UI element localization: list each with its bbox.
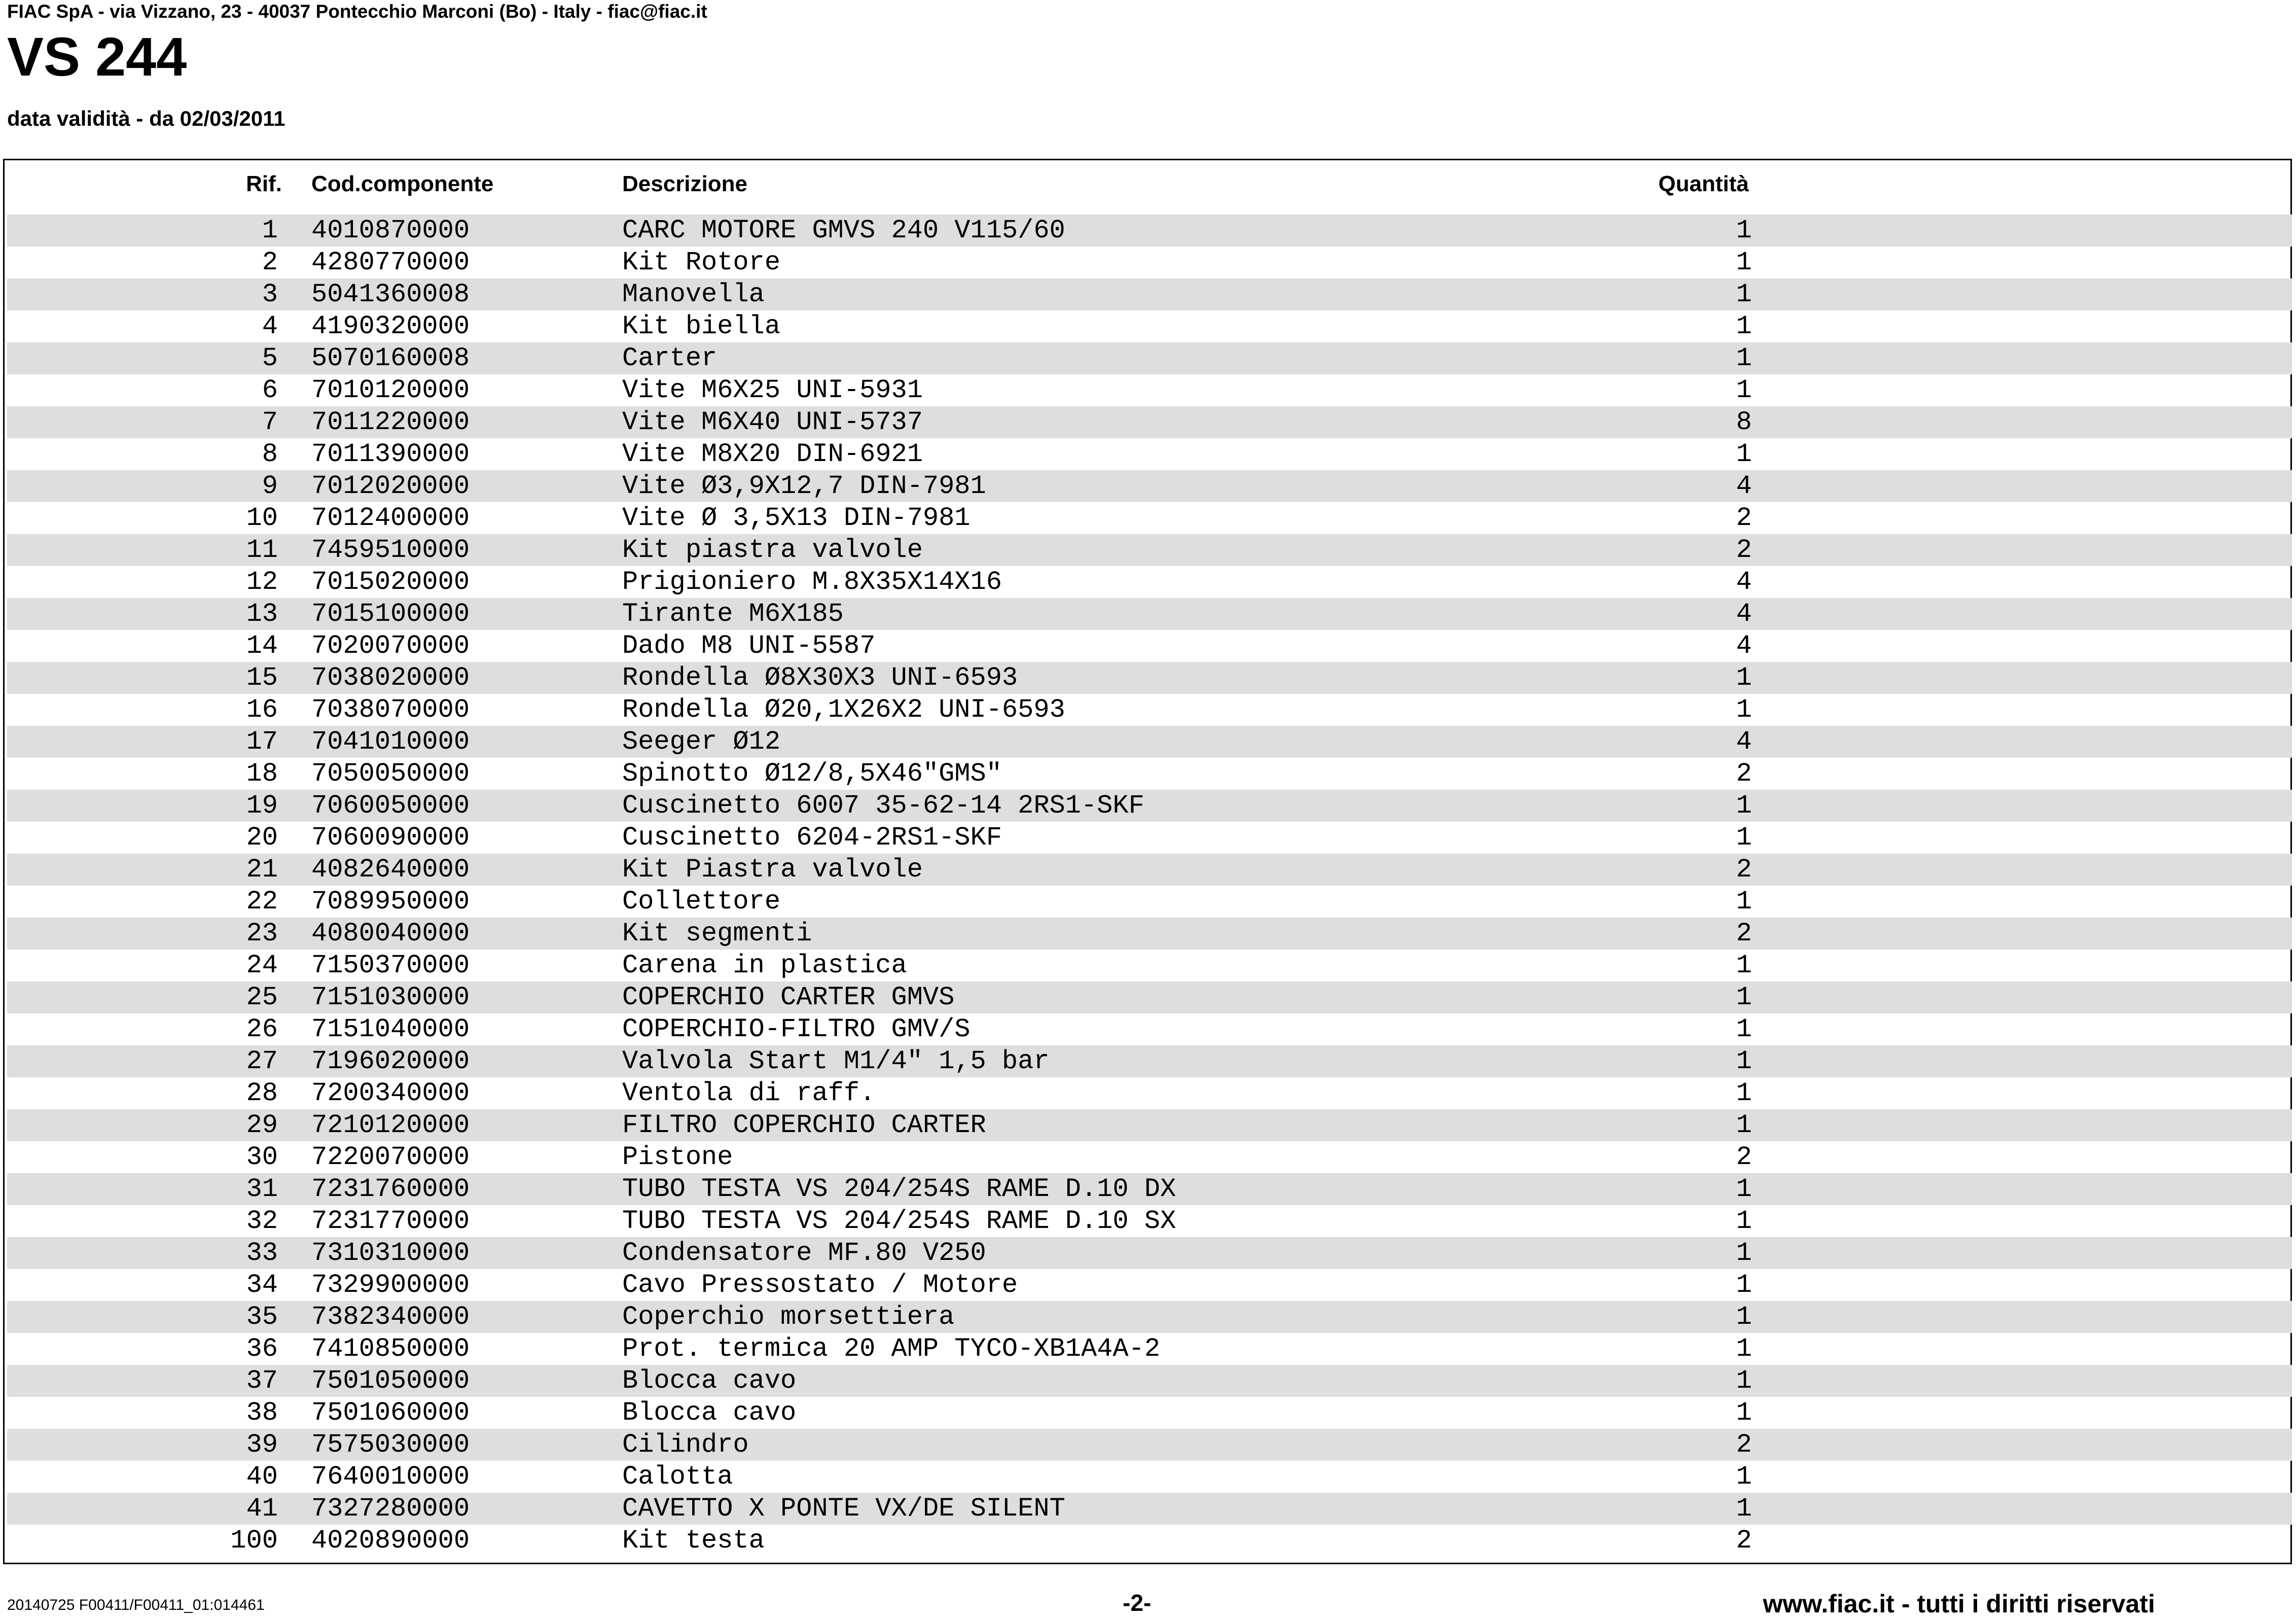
table-row [7, 1077, 2292, 1109]
row-rif: 39 [246, 1430, 278, 1460]
row-description: TUBO TESTA VS 204/254S RAME D.10 SX [622, 1206, 1176, 1236]
table-row [7, 502, 2292, 534]
row-rif: 26 [246, 1014, 278, 1044]
row-code: 4280770000 [311, 248, 470, 277]
table-row [7, 1365, 2292, 1397]
table-row [7, 374, 2292, 406]
table-row [7, 981, 2292, 1013]
row-rif: 22 [246, 887, 278, 917]
row-rif: 35 [246, 1302, 278, 1332]
row-code: 7151030000 [311, 982, 470, 1012]
table-row [7, 1013, 2292, 1045]
row-code: 7231760000 [311, 1174, 470, 1204]
row-description: Carena in plastica [622, 951, 907, 980]
row-rif: 28 [246, 1078, 278, 1108]
column-header-description: Descrizione [622, 171, 747, 196]
row-rif: 5 [262, 343, 278, 373]
row-rif: 34 [246, 1270, 278, 1300]
row-quantity: 1 [1736, 1398, 1752, 1428]
row-rif: 38 [246, 1398, 278, 1428]
table-row [7, 247, 2292, 278]
row-description: Cavo Pressostato / Motore [622, 1270, 1018, 1300]
row-description: COPERCHIO CARTER GMVS [622, 982, 955, 1012]
row-quantity: 1 [1736, 1046, 1752, 1076]
row-code: 7459510000 [311, 535, 470, 565]
table-row [7, 1237, 2292, 1269]
row-quantity: 4 [1736, 599, 1752, 629]
row-quantity: 2 [1736, 759, 1752, 789]
row-quantity: 1 [1736, 791, 1752, 821]
row-description: Rondella Ø20,1X26X2 UNI-6593 [622, 695, 1065, 725]
table-row [7, 534, 2292, 566]
row-description: Vite Ø3,9X12,7 DIN-7981 [622, 471, 986, 501]
row-quantity: 1 [1736, 951, 1752, 980]
row-quantity: 2 [1736, 1430, 1752, 1460]
row-rif: 3 [262, 279, 278, 309]
row-rif: 8 [262, 439, 278, 469]
row-rif: 31 [246, 1174, 278, 1204]
row-quantity: 1 [1736, 1174, 1752, 1204]
row-code: 7010120000 [311, 375, 470, 405]
row-code: 7329900000 [311, 1270, 470, 1300]
table-row [7, 278, 2292, 310]
row-rif: 4 [262, 311, 278, 341]
row-description: Prigioniero M.8X35X14X16 [622, 567, 1002, 597]
row-description: Prot. termica 20 AMP TYCO-XB1A4A-2 [622, 1334, 1160, 1364]
row-quantity: 4 [1736, 567, 1752, 597]
table-row [7, 726, 2292, 758]
row-quantity: 1 [1736, 343, 1752, 373]
row-quantity: 2 [1736, 535, 1752, 565]
table-row [7, 1045, 2292, 1077]
row-code: 7327280000 [311, 1494, 470, 1524]
row-code: 7575030000 [311, 1430, 470, 1460]
row-code: 7220070000 [311, 1142, 470, 1172]
row-code: 7501050000 [311, 1366, 470, 1396]
row-quantity: 1 [1736, 887, 1752, 917]
row-rif: 15 [246, 663, 278, 693]
row-description: Kit segmenti [622, 919, 812, 948]
row-code: 7640010000 [311, 1462, 470, 1492]
row-quantity: 1 [1736, 1302, 1752, 1332]
row-description: Calotta [622, 1462, 733, 1492]
row-quantity: 1 [1736, 695, 1752, 725]
row-quantity: 1 [1736, 663, 1752, 693]
row-code: 7015020000 [311, 567, 470, 597]
table-row [7, 854, 2292, 886]
table-row [7, 1173, 2292, 1205]
row-rif: 13 [246, 599, 278, 629]
row-description: Kit Rotore [622, 248, 781, 277]
row-description: Valvola Start M1/4" 1,5 bar [622, 1046, 1050, 1076]
row-quantity: 1 [1736, 1462, 1752, 1492]
row-rif: 40 [246, 1462, 278, 1492]
row-rif: 21 [246, 855, 278, 885]
row-code: 7011220000 [311, 407, 470, 437]
row-quantity: 1 [1736, 311, 1752, 341]
document-code: 20140725 F00411/F00411_01:014461 [7, 1597, 265, 1613]
row-description: Cilindro [622, 1430, 749, 1460]
row-rif: 37 [246, 1366, 278, 1396]
row-quantity: 8 [1736, 407, 1752, 437]
row-code: 5041360008 [311, 279, 470, 309]
row-rif: 19 [246, 791, 278, 821]
table-row [7, 438, 2292, 470]
row-code: 4080040000 [311, 919, 470, 948]
table-row [7, 886, 2292, 918]
row-quantity: 2 [1736, 1526, 1752, 1556]
row-description: Vite M6X40 UNI-5737 [622, 407, 923, 437]
row-quantity: 4 [1736, 727, 1752, 757]
row-quantity: 1 [1736, 982, 1752, 1012]
row-rif: 17 [246, 727, 278, 757]
row-description: Vite Ø 3,5X13 DIN-7981 [622, 503, 971, 533]
table-row [7, 1141, 2292, 1173]
parts-table-body [7, 215, 2292, 1557]
row-code: 7050050000 [311, 759, 470, 789]
table-row [7, 918, 2292, 949]
table-row [7, 1269, 2292, 1301]
row-description: Vite M8X20 DIN-6921 [622, 439, 923, 469]
row-quantity: 1 [1736, 375, 1752, 405]
row-description: FILTRO COPERCHIO CARTER [622, 1110, 986, 1140]
row-code: 7011390000 [311, 439, 470, 469]
row-code: 7015100000 [311, 599, 470, 629]
row-quantity: 1 [1736, 1366, 1752, 1396]
row-description: Tirante M6X185 [622, 599, 844, 629]
table-row [7, 310, 2292, 342]
row-rif: 11 [246, 535, 278, 565]
row-quantity: 1 [1736, 1206, 1752, 1236]
row-code: 7410850000 [311, 1334, 470, 1364]
row-rif: 23 [246, 919, 278, 948]
row-code: 4082640000 [311, 855, 470, 885]
row-description: Kit testa [622, 1526, 765, 1556]
row-rif: 16 [246, 695, 278, 725]
row-rif: 1 [262, 216, 278, 245]
row-rif: 33 [246, 1238, 278, 1268]
table-row [7, 566, 2292, 598]
row-quantity: 1 [1736, 216, 1752, 245]
page-title: VS 244 [7, 26, 187, 87]
row-description: Blocca cavo [622, 1398, 797, 1428]
table-row [7, 1493, 2292, 1525]
row-code: 7200340000 [311, 1078, 470, 1108]
row-description: Dado M8 UNI-5587 [622, 631, 876, 661]
row-code: 4010870000 [311, 216, 470, 245]
column-header-rif: Rif. [246, 171, 282, 196]
row-quantity: 1 [1736, 1270, 1752, 1300]
row-rif: 27 [246, 1046, 278, 1076]
company-address-line: FIAC SpA - via Vizzano, 23 - 40037 Pontecchio Marconi (Bo) - Italy - fiac@fiac.it [7, 1, 707, 22]
table-row [7, 662, 2292, 694]
row-rif: 12 [246, 567, 278, 597]
row-rif: 10 [246, 503, 278, 533]
table-row [7, 406, 2292, 438]
row-rif: 7 [262, 407, 278, 437]
row-code: 7038020000 [311, 663, 470, 693]
table-row [7, 598, 2292, 630]
row-code: 7060050000 [311, 791, 470, 821]
row-quantity: 1 [1736, 1238, 1752, 1268]
row-quantity: 1 [1736, 1494, 1752, 1524]
row-rif: 30 [246, 1142, 278, 1172]
row-description: Manovella [622, 279, 765, 309]
row-quantity: 1 [1736, 823, 1752, 853]
row-quantity: 2 [1736, 1142, 1752, 1172]
column-header-code: Cod.componente [311, 171, 494, 196]
table-row [7, 215, 2292, 247]
row-description: Carter [622, 343, 718, 373]
row-quantity: 1 [1736, 1334, 1752, 1364]
row-rif: 18 [246, 759, 278, 789]
row-quantity: 1 [1736, 439, 1752, 469]
row-quantity: 2 [1736, 919, 1752, 948]
row-description: Cuscinetto 6204-2RS1-SKF [622, 823, 1002, 853]
row-code: 7151040000 [311, 1014, 470, 1044]
row-quantity: 2 [1736, 855, 1752, 885]
row-rif: 29 [246, 1110, 278, 1140]
row-description: Vite M6X25 UNI-5931 [622, 375, 923, 405]
row-rif: 2 [262, 248, 278, 277]
row-code: 7196020000 [311, 1046, 470, 1076]
row-code: 7231770000 [311, 1206, 470, 1236]
row-rif: 24 [246, 951, 278, 980]
page-number: -2- [1123, 1590, 1152, 1616]
table-row [7, 1461, 2292, 1493]
row-description: COPERCHIO-FILTRO GMV/S [622, 1014, 971, 1044]
row-description: Coperchio morsettiera [622, 1302, 955, 1332]
row-code: 7501060000 [311, 1398, 470, 1428]
table-row [7, 694, 2292, 726]
row-description: Kit Piastra valvole [622, 855, 923, 885]
row-rif: 6 [262, 375, 278, 405]
row-code: 7041010000 [311, 727, 470, 757]
row-code: 4020890000 [311, 1526, 470, 1556]
table-row [7, 1397, 2292, 1429]
row-description: Cuscinetto 6007 35-62-14 2RS1-SKF [622, 791, 1144, 821]
table-row [7, 630, 2292, 662]
table-row [7, 790, 2292, 822]
row-description: Seeger Ø12 [622, 727, 781, 757]
row-code: 7150370000 [311, 951, 470, 980]
row-rif: 100 [230, 1526, 278, 1556]
row-code: 7020070000 [311, 631, 470, 661]
row-description: CARC MOTORE GMVS 240 V115/60 [622, 216, 1065, 245]
row-quantity: 1 [1736, 1014, 1752, 1044]
row-rif: 25 [246, 982, 278, 1012]
row-description: Rondella Ø8X30X3 UNI-6593 [622, 663, 1018, 693]
row-quantity: 4 [1736, 471, 1752, 501]
row-quantity: 1 [1736, 248, 1752, 277]
row-quantity: 2 [1736, 503, 1752, 533]
table-row [7, 1301, 2292, 1333]
row-description: Ventola di raff. [622, 1078, 876, 1108]
row-description: Kit biella [622, 311, 781, 341]
row-code: 5070160008 [311, 343, 470, 373]
validity-date: data validità - da 02/03/2011 [7, 107, 285, 130]
row-code: 7210120000 [311, 1110, 470, 1140]
row-rif: 20 [246, 823, 278, 853]
row-code: 7012400000 [311, 503, 470, 533]
row-description: Condensatore MF.80 V250 [622, 1238, 986, 1268]
row-code: 7382340000 [311, 1302, 470, 1332]
table-row [7, 342, 2292, 374]
row-description: Pistone [622, 1142, 733, 1172]
row-code: 7310310000 [311, 1238, 470, 1268]
footer-website: www.fiac.it - tutti i diritti riservati [1763, 1590, 2155, 1618]
table-row [7, 470, 2292, 502]
row-code: 7038070000 [311, 695, 470, 725]
column-header-quantity: Quantità [1658, 171, 1749, 196]
row-rif: 32 [246, 1206, 278, 1236]
table-row [7, 822, 2292, 854]
row-description: Collettore [622, 887, 781, 917]
row-rif: 9 [262, 471, 278, 501]
row-rif: 36 [246, 1334, 278, 1364]
row-rif: 41 [246, 1494, 278, 1524]
row-description: Spinotto Ø12/8,5X46"GMS" [622, 759, 1002, 789]
table-row [7, 758, 2292, 790]
row-rif: 14 [246, 631, 278, 661]
table-row [7, 1205, 2292, 1237]
table-row [7, 1525, 2292, 1557]
table-row [7, 949, 2292, 981]
table-row [7, 1429, 2292, 1461]
row-quantity: 1 [1736, 1078, 1752, 1108]
row-description: TUBO TESTA VS 204/254S RAME D.10 DX [622, 1174, 1176, 1204]
row-code: 7089950000 [311, 887, 470, 917]
row-description: Blocca cavo [622, 1366, 797, 1396]
table-row [7, 1109, 2292, 1141]
row-code: 7012020000 [311, 471, 470, 501]
row-quantity: 4 [1736, 631, 1752, 661]
row-code: 7060090000 [311, 823, 470, 853]
row-description: Kit piastra valvole [622, 535, 923, 565]
row-quantity: 1 [1736, 1110, 1752, 1140]
row-quantity: 1 [1736, 279, 1752, 309]
row-code: 4190320000 [311, 311, 470, 341]
table-row [7, 1333, 2292, 1365]
row-description: CAVETTO X PONTE VX/DE SILENT [622, 1494, 1065, 1524]
